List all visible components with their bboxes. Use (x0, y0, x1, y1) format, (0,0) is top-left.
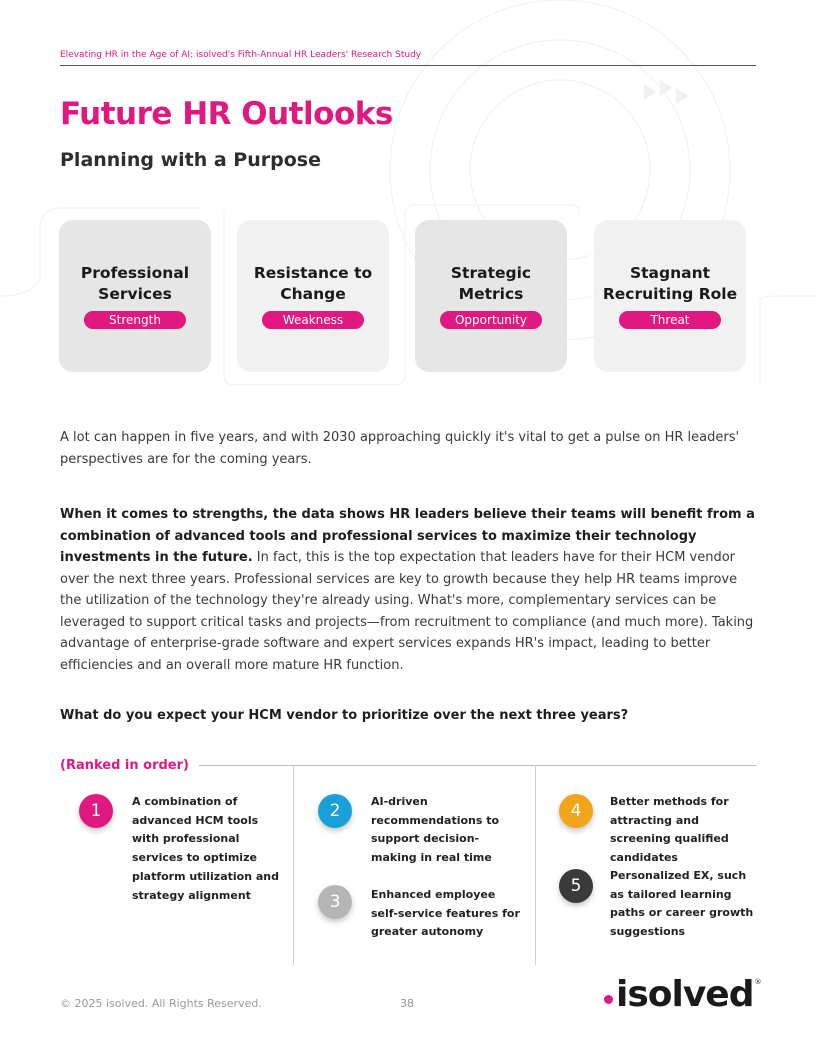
intro-paragraph: A lot can happen in five years, and with 2030 approaching quickly it's vital to get a pulse on HR leaders' perspectives are for the coming years. (60, 430, 740, 467)
footer-copyright: © 2025 isolved. All Rights Reserved. (60, 997, 262, 1010)
swot-card-title: Stagnant Recruiting Role (602, 264, 738, 303)
logo-dot-icon (604, 995, 613, 1004)
rank-badge-2: 2 (318, 794, 352, 828)
body-paragraph (60, 504, 760, 676)
swot-card-opportunity (415, 220, 567, 372)
column-divider (293, 765, 294, 965)
ranked-item-text: Better methods for attracting and screening qualified candidates (610, 795, 729, 865)
ranked-item-text: A combination of advanced HCM tools with professional services to optimize platform utilization and strategy alignment (132, 795, 279, 902)
ranked-item-text: AI-driven recommendations to support decision-making in real time (371, 795, 500, 865)
swot-card-tag: Strength (84, 311, 186, 329)
rank-badge-4: 4 (559, 794, 593, 828)
swot-card-title: Strategic Metrics (450, 264, 532, 303)
running-header-text: Elevating HR in the Age of AI: isolved's Fifth-Annual HR Leaders' Research Study (60, 50, 422, 60)
survey-question: What do you expect your HCM vendor to prioritize over the next three years? (60, 708, 629, 723)
swot-card-weakness (237, 220, 389, 372)
column-divider (535, 765, 536, 965)
registered-mark: ® (754, 978, 762, 986)
body-bold-lead: When it comes to strengths, the data shows HR leaders believe their teams will benefit from a combination of advanced tools and professional services to maximize their technology investments in the future. (60, 507, 755, 565)
body-rest: In fact, this is the top expectation that leaders have for their HCM vendor over the next three years. Professional services are key to growth because they help HR teams improve the utilization of the technology they're already using. What's more, complementary services can be leveraged to support critical tasks and projects—from recruitment to compliance (and much more). Taking advantage of enterprise-grade software and expert services expands HR's impact, leading to better efficiencies and an overall more mature HR function. (60, 550, 754, 673)
swot-card-title: Resistance to Change (253, 264, 373, 303)
page-number: 38 (400, 997, 414, 1010)
page-subtitle: Planning with a Purpose (60, 149, 321, 171)
swot-card-title: Professional Services (80, 264, 190, 303)
logo-wordmark: isolved (616, 973, 754, 1015)
swot-card-tag: Threat (619, 311, 721, 329)
swot-card-threat (594, 220, 746, 372)
swot-card-strength (59, 220, 211, 372)
swot-card-tag: Opportunity (440, 311, 542, 329)
running-header (60, 42, 756, 66)
ranked-item-text: Personalized EX, such as tailored learning paths or career growth suggestions (610, 869, 754, 939)
isolved-logo (604, 974, 762, 1014)
rank-badge-5: 5 (559, 869, 593, 903)
rank-badge-1: 1 (79, 794, 113, 828)
rank-badge-3: 3 (318, 885, 352, 919)
divider (190, 765, 756, 766)
swot-card-tag: Weakness (262, 311, 364, 329)
page-title: Future HR Outlooks (60, 96, 393, 132)
ranked-item-text: Enhanced employee self-service features for greater autonomy (371, 888, 520, 939)
ranked-label: (Ranked in order) (60, 758, 199, 773)
